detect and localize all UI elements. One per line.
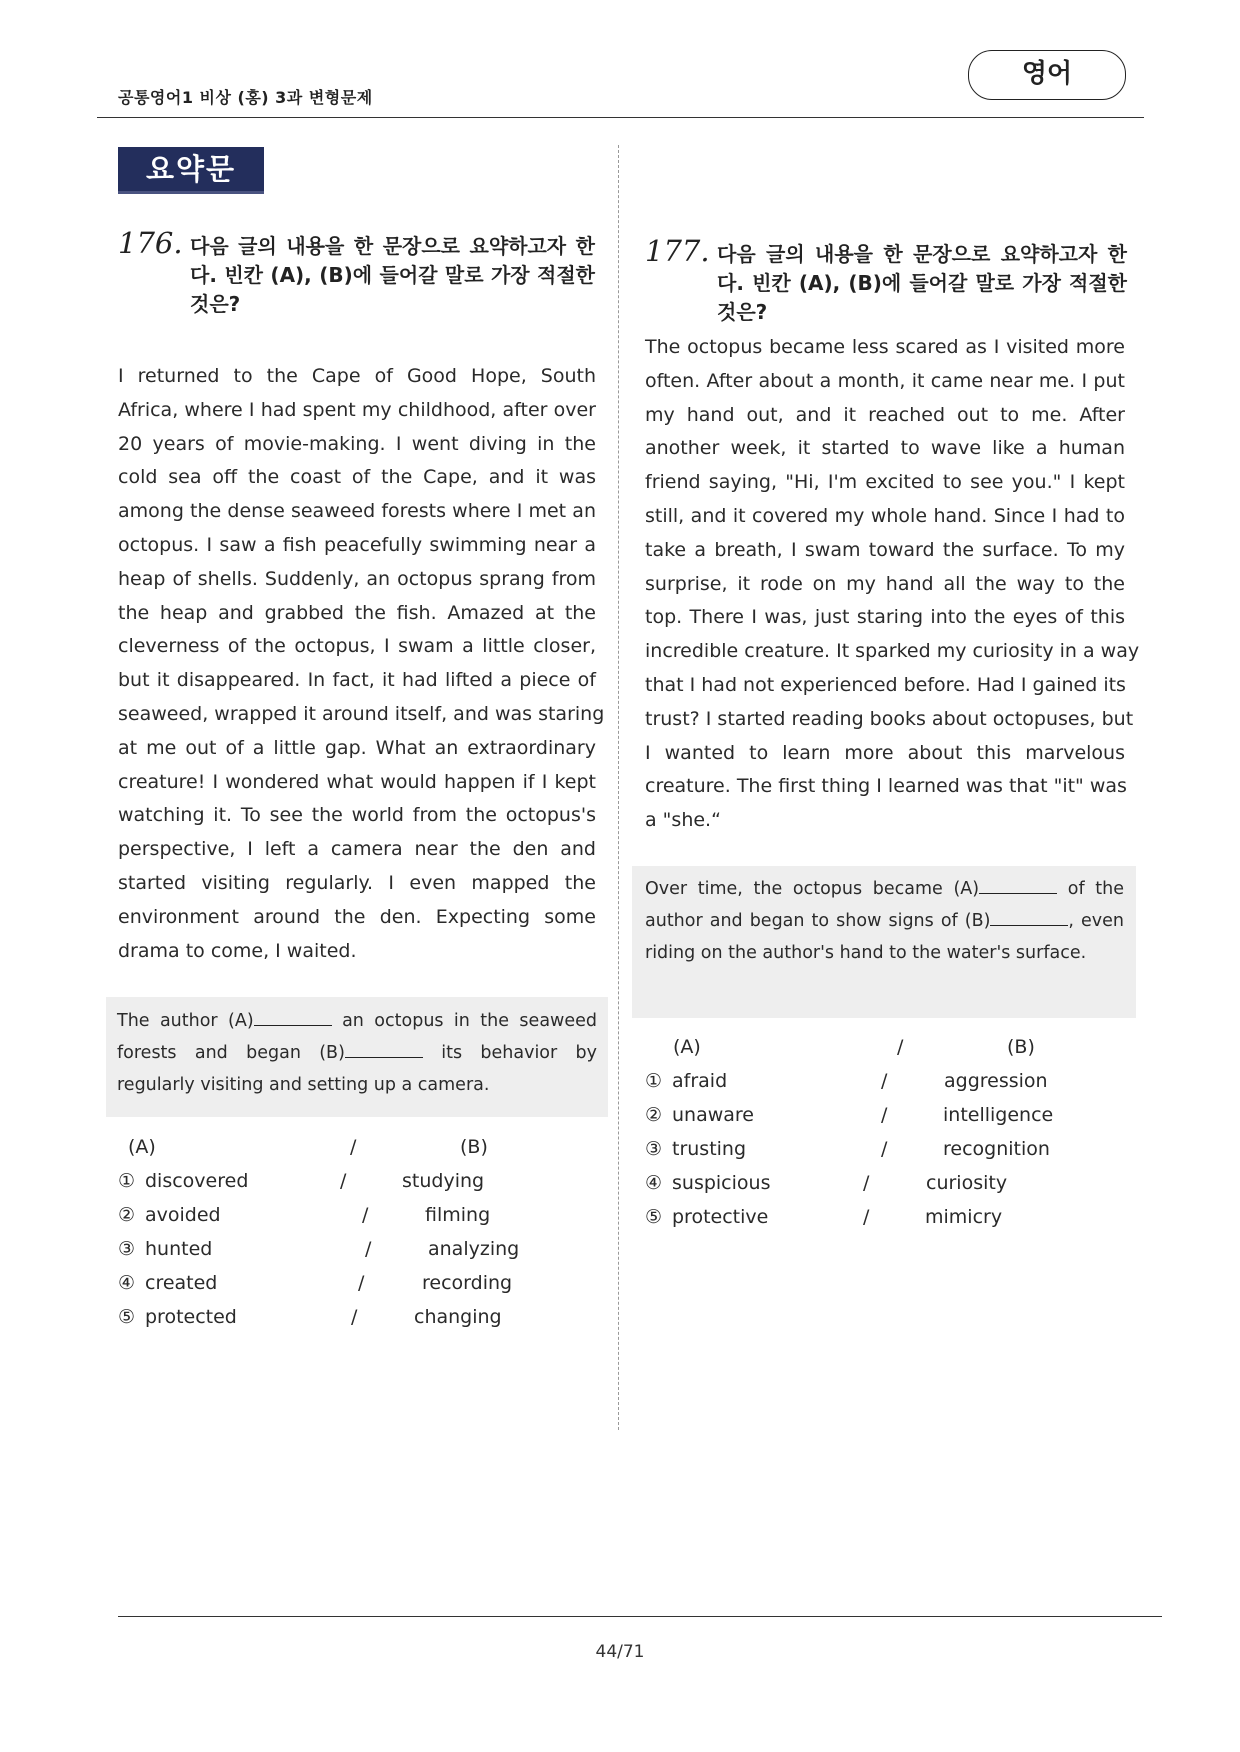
passage-line: cold sea off the coast of the Cape, and it was bbox=[118, 466, 596, 489]
summary-176-blank-a bbox=[254, 1009, 332, 1026]
option-b: aggression bbox=[944, 1070, 1048, 1092]
passage-line: but it disappeared. In fact, it had lifted a piece of bbox=[118, 669, 596, 692]
option-b: analyzing bbox=[428, 1238, 520, 1260]
question-176-number: 176. bbox=[118, 226, 183, 260]
passage-line: heap of shells. Suddenly, an octopus sprang from bbox=[118, 567, 596, 590]
option-number: ③ bbox=[118, 1238, 136, 1260]
question-177-passage bbox=[645, 331, 1140, 838]
passage-line: environment around the den. Expecting some bbox=[118, 905, 596, 928]
passage-line: incredible creature. It sparked my curiosity in a way bbox=[645, 640, 1140, 663]
passage-line: the heap and grabbed the fish. Amazed at the bbox=[118, 601, 596, 624]
options-176-header-a: (A) bbox=[128, 1136, 156, 1158]
option-a: hunted bbox=[145, 1238, 213, 1260]
passage-line: creature! I wondered what would happen if I kept bbox=[118, 770, 596, 793]
passage-line: octopus. I saw a fish peacefully swimming near a bbox=[118, 533, 596, 556]
question-176-passage bbox=[118, 360, 605, 968]
option-number: ④ bbox=[645, 1172, 663, 1194]
option-a: avoided bbox=[145, 1204, 221, 1226]
option-slash: / bbox=[362, 1204, 369, 1226]
header-rule bbox=[97, 117, 1144, 118]
passage-line: often. After about a month, it came near me. I put bbox=[645, 369, 1125, 392]
passage-line: creature. The first thing I learned was that "it" was bbox=[645, 775, 1127, 798]
passage-line: at me out of a little gap. What an extraordinary bbox=[118, 736, 596, 759]
summary-177-blank-b bbox=[990, 909, 1068, 926]
option-slash: / bbox=[881, 1138, 888, 1160]
option-b: changing bbox=[414, 1306, 502, 1328]
passage-line: top. There I was, just staring into the eyes of this bbox=[645, 606, 1125, 629]
option-slash: / bbox=[863, 1206, 870, 1228]
option-a: created bbox=[145, 1272, 218, 1294]
option-b: filming bbox=[425, 1204, 491, 1226]
passage-line: a "she.“ bbox=[645, 809, 721, 832]
options-177-header-a: (A) bbox=[673, 1036, 701, 1058]
options-177-header-slash: / bbox=[897, 1036, 904, 1058]
question-177-number: 177. bbox=[645, 234, 710, 268]
passage-line: The octopus became less scared as I visited more bbox=[645, 336, 1125, 358]
passage-line: 20 years of movie-making. I went diving in the bbox=[118, 432, 596, 455]
option-number: ③ bbox=[645, 1138, 663, 1160]
question-177-prompt: 다음 글의 내용을 한 문장으로 요약하고자 한다. 빈칸 (A), (B)에 들어갈 말로 가장 적절한 것은? bbox=[717, 242, 1127, 324]
question-176-prompt: 다음 글의 내용을 한 문장으로 요약하고자 한다. 빈칸 (A), (B)에 들어갈 말로 가장 적절한 것은? bbox=[190, 234, 595, 316]
page-number: 44/71 bbox=[595, 1642, 645, 1662]
option-a: afraid bbox=[672, 1070, 728, 1092]
passage-line: take a breath, I swam toward the surface. To my bbox=[645, 538, 1125, 561]
passage-line: I returned to the Cape of Good Hope, South bbox=[118, 365, 596, 387]
passage-line: I wanted to learn more about this marvelous bbox=[645, 741, 1125, 764]
summary-176-part3: its behavior by regularly visiting and setting up a camera. bbox=[117, 1043, 597, 1095]
passage-line: trust? I started reading books about octopuses, but bbox=[645, 707, 1134, 730]
option-slash: / bbox=[881, 1104, 888, 1126]
passage-line: among the dense seaweed forests where I met an bbox=[118, 500, 596, 523]
option-number: ⑤ bbox=[645, 1206, 663, 1228]
passage-line: that I had not experienced before. Had I gained its bbox=[645, 673, 1126, 696]
options-176-header-b: (B) bbox=[460, 1136, 488, 1158]
option-a: suspicious bbox=[672, 1172, 771, 1194]
summary-176-part1: The author (A) bbox=[117, 1011, 254, 1031]
summary-177-part1: Over time, the octopus became (A) bbox=[645, 879, 980, 899]
passage-line: another week, it started to wave like a human bbox=[645, 437, 1125, 460]
option-b: curiosity bbox=[926, 1172, 1008, 1194]
option-number: ② bbox=[118, 1204, 136, 1226]
option-slash: / bbox=[881, 1070, 888, 1092]
option-slash: / bbox=[351, 1306, 358, 1328]
passage-line: my hand out, and it reached out to me. After bbox=[645, 403, 1125, 426]
option-slash: / bbox=[358, 1272, 365, 1294]
summary-177-blank-a bbox=[979, 877, 1057, 894]
option-a: trusting bbox=[672, 1138, 747, 1160]
option-slash: / bbox=[365, 1238, 372, 1260]
passage-line: drama to come, I waited. bbox=[118, 939, 357, 962]
option-b: studying bbox=[402, 1170, 485, 1192]
option-a: protective bbox=[672, 1206, 769, 1228]
passage-line: Africa, where I had spent my childhood, after over bbox=[118, 398, 596, 421]
subject-badge: 영어 bbox=[968, 50, 1126, 100]
option-a: unaware bbox=[672, 1104, 754, 1126]
summary-177-part2: of the author and began to show signs of (B) bbox=[645, 879, 1124, 931]
options-176-header-slash: / bbox=[350, 1136, 357, 1158]
summary-176-part2: an octopus in the seaweed forests and began (B) bbox=[117, 1011, 597, 1063]
column-divider bbox=[618, 145, 619, 1430]
passage-line: perspective, I left a camera near the den and bbox=[118, 838, 596, 861]
passage-line: cleverness of the octopus, I swam a little closer, bbox=[118, 635, 596, 658]
option-number: ④ bbox=[118, 1272, 136, 1294]
passage-line: started visiting regularly. I even mapped the bbox=[118, 871, 596, 894]
header-title: 공통영어1 비상 (홍) 3과 변형문제 bbox=[118, 88, 373, 107]
question-177-summary bbox=[632, 866, 1136, 1018]
option-b: intelligence bbox=[943, 1104, 1054, 1126]
option-number: ① bbox=[645, 1070, 663, 1092]
option-b: mimicry bbox=[925, 1206, 1003, 1228]
passage-line: still, and it covered my whole hand. Since I had to bbox=[645, 504, 1125, 527]
option-number: ⑤ bbox=[118, 1306, 136, 1328]
footer-rule bbox=[118, 1616, 1162, 1617]
section-badge: 요약문 bbox=[118, 147, 264, 191]
summary-176-blank-b bbox=[345, 1041, 423, 1058]
option-b: recognition bbox=[943, 1138, 1050, 1160]
option-number: ① bbox=[118, 1170, 136, 1192]
options-177-header-b: (B) bbox=[1007, 1036, 1035, 1058]
option-slash: / bbox=[863, 1172, 870, 1194]
option-slash: / bbox=[340, 1170, 347, 1192]
option-b: recording bbox=[422, 1272, 513, 1294]
passage-line: watching it. To see the world from the octopus's bbox=[118, 804, 596, 827]
option-a: discovered bbox=[145, 1170, 249, 1192]
passage-line: surprise, it rode on my hand all the way to the bbox=[645, 572, 1125, 595]
passage-line: seaweed, wrapped it around itself, and was staring bbox=[118, 702, 605, 725]
summary-177-part3: , even riding on the author's hand to the water's surface. bbox=[645, 911, 1125, 963]
question-176-summary bbox=[106, 997, 608, 1117]
option-number: ② bbox=[645, 1104, 663, 1126]
option-a: protected bbox=[145, 1306, 237, 1328]
passage-line: friend saying, "Hi, I'm excited to see you." I kept bbox=[645, 471, 1125, 494]
